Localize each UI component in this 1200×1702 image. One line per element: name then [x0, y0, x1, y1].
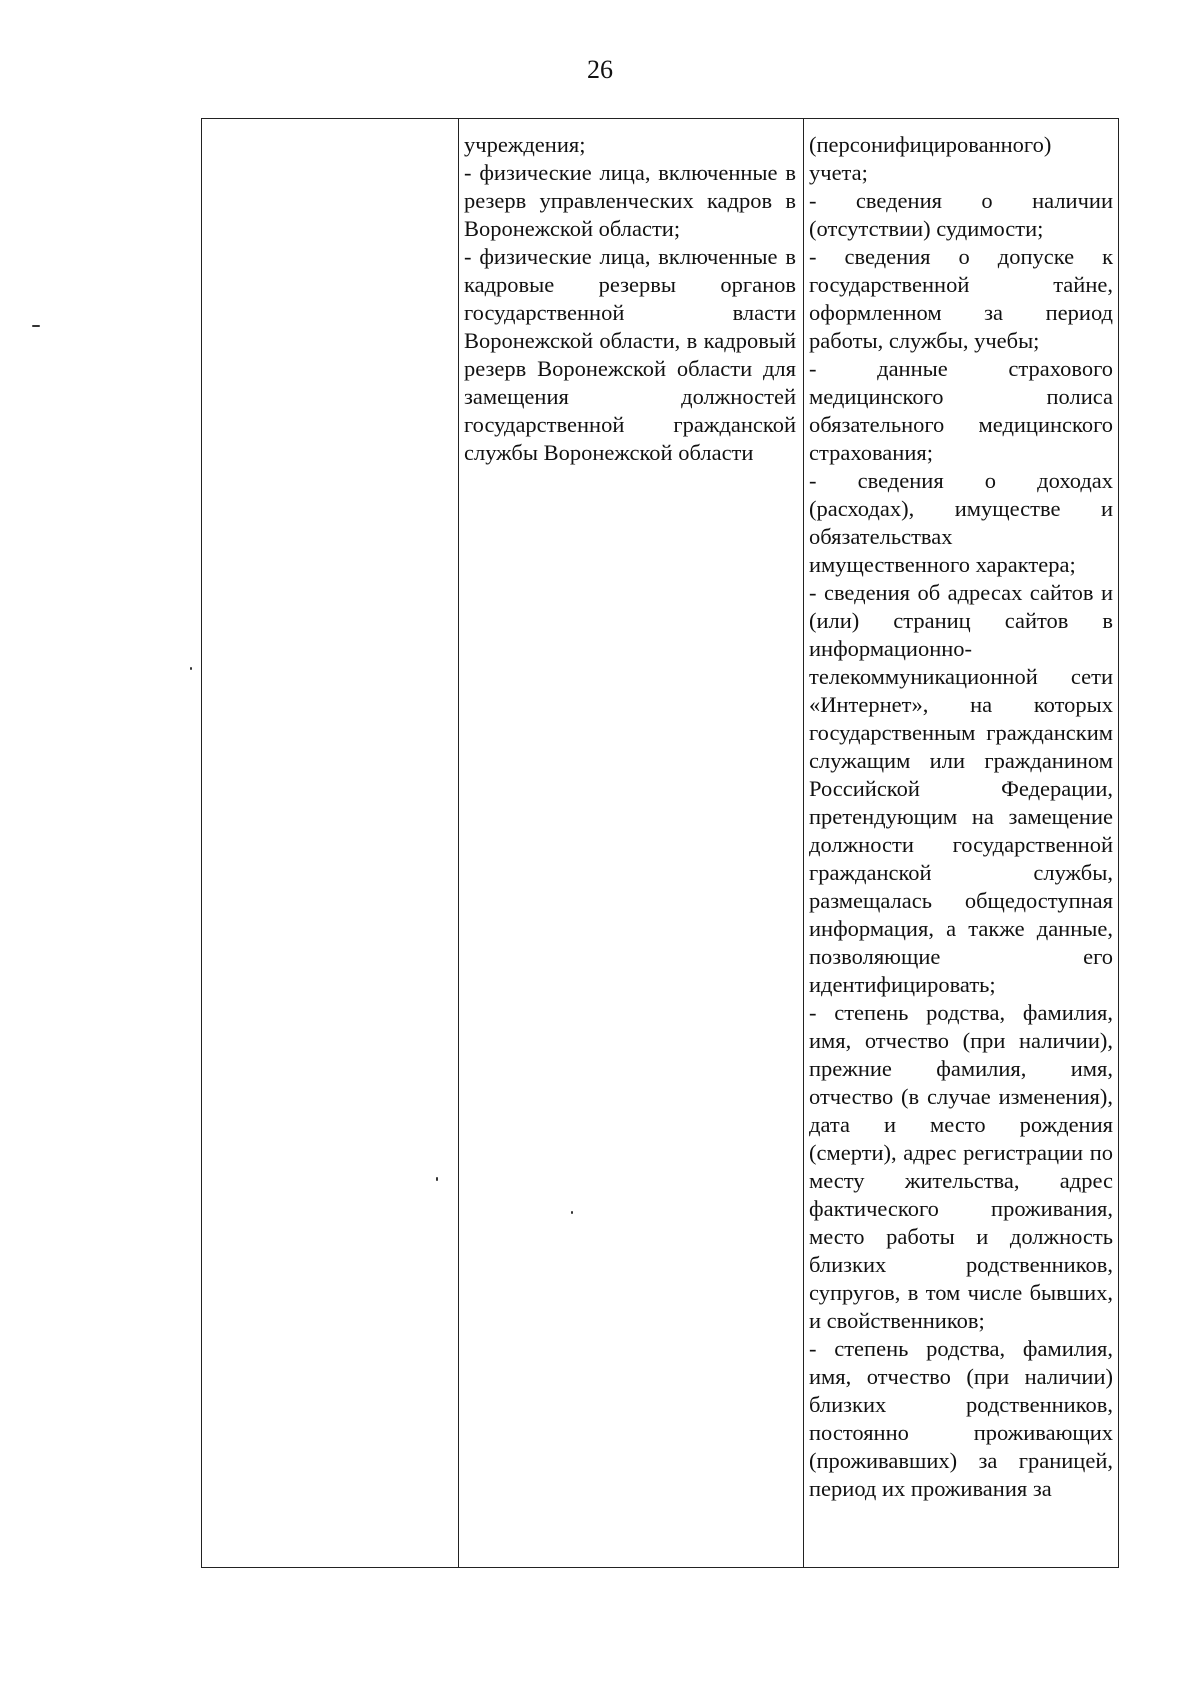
cell-paragraph: - физические лица, включенные в резерв управленческих кадров в Воронежской области; [464, 160, 796, 241]
table-cell-data-list [809, 131, 1113, 1503]
cell-paragraph: - степень родства, фамилия, имя, отчество (при наличии), прежние фамилия, имя, отчество (в случае изменения), дата и место рождения (смерти), адрес регистрации по месту жительства, адрес фактического проживания, место работы и должность близких родственников, супругов, в том числе бывших, и свойственников; [809, 1000, 1113, 1333]
table-cell-subjects [464, 131, 796, 467]
cell-paragraph: - сведения о наличии (отсутствии) судимости; [809, 188, 1113, 241]
cell-paragraph: - сведения об адресах сайтов и (или) страниц сайтов в информационно-телекоммуникационной сети «Интернет», на которых государственным гражданским служащим или гражданином Российской Федерации, претендующим на замещение должности государственной гражданской службы, размещалась общедоступная информация, а также данные, позволяющие его идентифицировать; [809, 580, 1113, 997]
cell-paragraph: - сведения о доходах (расходах), имуществе и обязательствах имущественного характера; [809, 468, 1113, 577]
column-divider [803, 119, 804, 1567]
cell-paragraph: - сведения о допуске к государственной тайне, оформленном за период работы, службы, учебы; [809, 244, 1113, 353]
scan-speck [190, 667, 192, 670]
data-table [201, 118, 1119, 1568]
cell-paragraph: - данные страхового медицинского полиса обязательного медицинского страхования; [809, 356, 1113, 465]
cell-paragraph: - степень родства, фамилия, имя, отчество (при наличии) близких родственников, постоянно проживающих (проживавших) за границей, период их проживания за [809, 1336, 1113, 1501]
scan-speck [436, 1177, 438, 1181]
scan-speck [32, 325, 40, 327]
cell-paragraph: - физические лица, включенные в кадровые резервы органов государственной власти Воронежской области, в кадровый резерв Воронежской области для замещения должностей государственной гражданской службы Воронежской области [464, 244, 796, 465]
cell-paragraph: учреждения; [464, 132, 586, 157]
scan-speck [571, 1211, 573, 1214]
cell-paragraph: (персонифицированного) учета; [809, 132, 1052, 185]
page-number: 26 [587, 55, 613, 84]
column-divider [458, 119, 459, 1567]
